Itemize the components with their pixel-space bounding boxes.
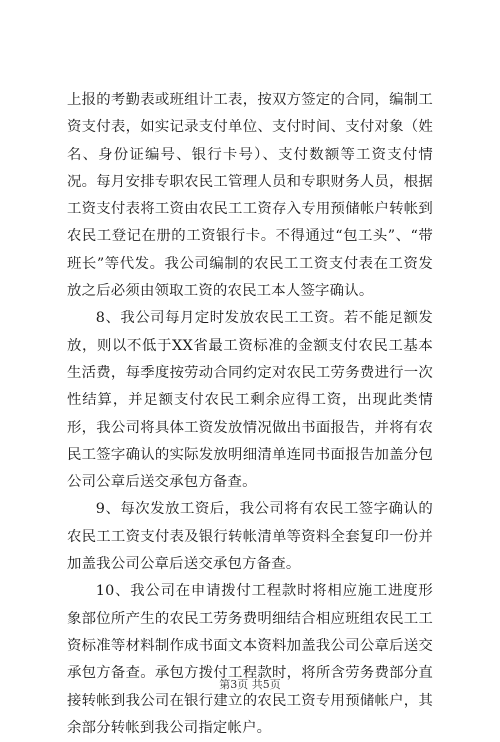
paragraph-continuation: 上报的考勤表或班组计工表，按双方签定的合同，编制工资支付表，如实记录支付单位、支付时间、支付对象（姓名、身份证编号、银行卡号）、支付数额等工资支付情况。每月安排专职农民工管理人员和专职财务人员，根据工资支付表将工资由农民工工资存入专用预储帐户转帐到农民工登记在册的工资银行卡。不得通过“包工头”、“带班长”等代发。我公司编制的农民工工资支付表在工资发放之后必须由领取工资的农民工本人签字确认。: [67, 92, 433, 300]
paragraph-item-8: 8、我公司每月定时发放农民工工资。若不能足额发放，则以不低于XX省最工资标准的金额支付农民工基本生活费，每季度按劳动合同约定对农民工劳务费进行一次性结算，并足额支付农民工剩余应得工资，出现此类情形，我公司将具体工资发放情况做出书面报告，并将有农民工签字确认的实际发放明细清单连同书面报告加盖分包公司公章后送交承包方备查。: [67, 310, 433, 491]
document-body: [67, 87, 433, 742]
paragraph-item-9: 9、每次发放工资后，我公司将有农民工签字确认的农民工工资支付表及银行转帐清单等资料全套复印一份并加盖我公司公章后送交承包方备查。: [67, 501, 433, 573]
page-number-footer: 第3页 共5页: [219, 678, 281, 691]
paragraph-item-10: 10、我公司在申请拨付工程款时将相应施工进度形象部位所产生的农民工劳务费明细结合相应班组农民工工资标准等材料制作成书面文本资料加盖我公司公章后送交承包方备查。承包方拨付工程款时，将所含劳务费部分直接转帐到我公司在银行建立的农民工资专用预储帐户，其余部分转帐到我公司指定帐户。: [67, 583, 433, 736]
